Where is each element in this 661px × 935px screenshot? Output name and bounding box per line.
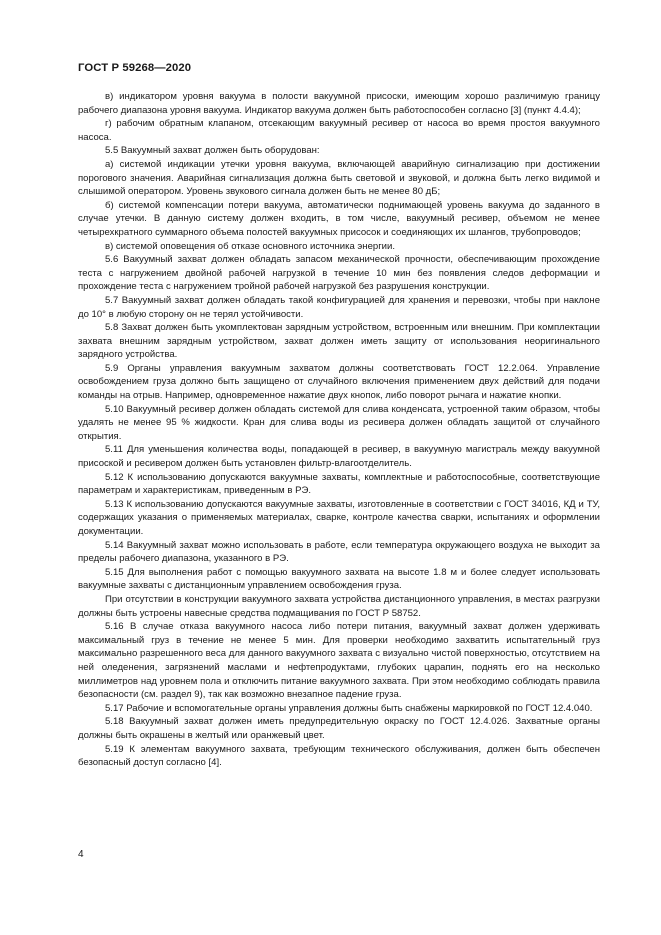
paragraph: в) системой оповещения об отказе основного источника энергии. [105,240,396,252]
document-body [78,90,600,770]
paragraph: 5.8 Захват должен быть укомплектован зарядным устройством, встроенным или внешним. При комплектации захвата внешним зарядным устройством, захват должен иметь защиту от использования неоригинального зарядного устройства. [78,322,600,361]
paragraph: 5.13 К использованию допускаются вакуумные захваты, изготовленные в соответствии с ГОСТ 34016, КД и ТУ, содержащих указания о применяемых материалах, сварке, контроле качества сварки, испытаниях и оформлении документации. [78,498,600,537]
paragraph: 5.19 К элементам вакуумного захвата, требующим технического обслуживания, должен быть обеспечен безопасный доступ согласно [4]. [78,743,600,769]
paragraph: 5.12 К использованию допускаются вакуумные захваты, комплектные и работоспособные, соответствующие параметрам и характеристикам, приведенным в РЭ. [78,471,600,497]
paragraph: 5.7 Вакуумный захват должен обладать такой конфигурацией для хранения и перевозки, чтобы при наклоне до 10° в любую сторону он не терял устойчивости. [78,294,600,320]
paragraph: 5.18 Вакуумный захват должен иметь предупредительную окраску по ГОСТ 12.4.026. Захватные органы должны быть окрашены в желтый или оранжевый цвет. [78,716,600,741]
paragraph: б) системой компенсации потери вакуума, автоматически поднимающей уровень вакуума до заданного в случае утечки. В данную систему должен входить, в том числе, вакуумный ресивер, объемом не менее четырехкратного суммарного объема полостей вакуумных присосок и соединяющих их шлангов, трубопроводов; [78,199,600,238]
paragraph: 5.6 Вакуумный захват должен обладать запасом механической прочности, обеспечивающим прохождение теста с нагружением двойной рабочей нагрузкой в течение 10 мин без появления следов деформации и прохождение теста с нагружением тройной рабочей нагрузкой без разрушения конструкции. [78,254,600,293]
paragraph: 5.15 Для выполнения работ с помощью вакуумного захвата на высоте 1.8 м и более следует использовать вакуумные захваты с дистанционным управлением освобождения груза. [78,566,600,592]
paragraph: 5.11 Для уменьшения количества воды, попадающей в ресивер, в вакуумную магистраль между вакуумной присоской и ресивером должен быть установлен фильтр-влагоотделитель. [78,444,600,470]
paragraph: 5.10 Вакуумный ресивер должен обладать системой для слива конденсата, устроенной таким образом, чтобы удалять не менее 95 % жидкости. Кран для слива воды из ресивера должен обладать защитой от случайного открытия. [78,403,600,442]
paragraph: в) индикатором уровня вакуума в полости вакуумной присоски, имеющим хорошо различимую границу рабочего диапазона уровня вакуума. Индикатор вакуума должен быть работоспособен согласно [3] (пункт 4.4.4); [78,91,600,116]
paragraph: 5.16 В случае отказа вакуумного насоса либо потери питания, вакуумный захват должен удерживать максимальный груз в течение не менее 5 мин. Для проверки необходимо захватить испытательный груз максимально разрешенного веса для данного вакуумного захвата с визуально чистой поверхностью, отсутствием на ней оледенения, загрязнений маслами и нефтепродуктами, глубоких царапин, поднять его на несколько миллиметров над уровнем пола и отключить питание вакуумного захвата. При этом необходимо соблюдать правила безопасности (см. раздел 9), так как возможно внезапное падение груза. [78,621,600,701]
paragraph: 5.17 Рабочие и вспомогательные органы управления должны быть снабжены маркировкой по ГОСТ 12.4.040. [105,702,593,714]
paragraph: 5.5 Вакуумный захват должен быть оборудован: [105,145,320,157]
paragraph: 5.14 Вакуумный захват можно использовать в работе, если температура окружающего воздуха не выходит за пределы рабочего диапазона, указанного в РЭ. [78,539,600,565]
page-number: 4 [78,849,84,860]
paragraph: 5.9 Органы управления вакуумным захватом должны соответствовать ГОСТ 12.2.064. Управление освобождением груза должно быть защищено от случайного включения применением двух действий для подачи команды на отрыв. Например, одновременное нажатие двух кнопок, либо поворот рычага и нажатие кнопки. [78,362,600,402]
paragraph: а) системой индикации утечки уровня вакуума, включающей аварийную сигнализацию при достижении порогового значения. Аварийная сигнализация должна быть световой и звуковой, и должна быть легко видимой и слышимой оператором. Уровень звукового сигнала должен быть не менее 80 дБ; [78,158,600,198]
document-code: ГОСТ Р 59268—2020 [78,62,192,74]
paragraph: г) рабочим обратным клапаном, отсекающим вакуумный ресивер от насоса во время простоя вакуумного насоса. [78,118,600,143]
paragraph: При отсутствии в конструкции вакуумного захвата устройства дистанционного управления, в местах разгрузки должны быть устроены навесные средства подмащивания по ГОСТ Р 58752. [78,593,600,619]
